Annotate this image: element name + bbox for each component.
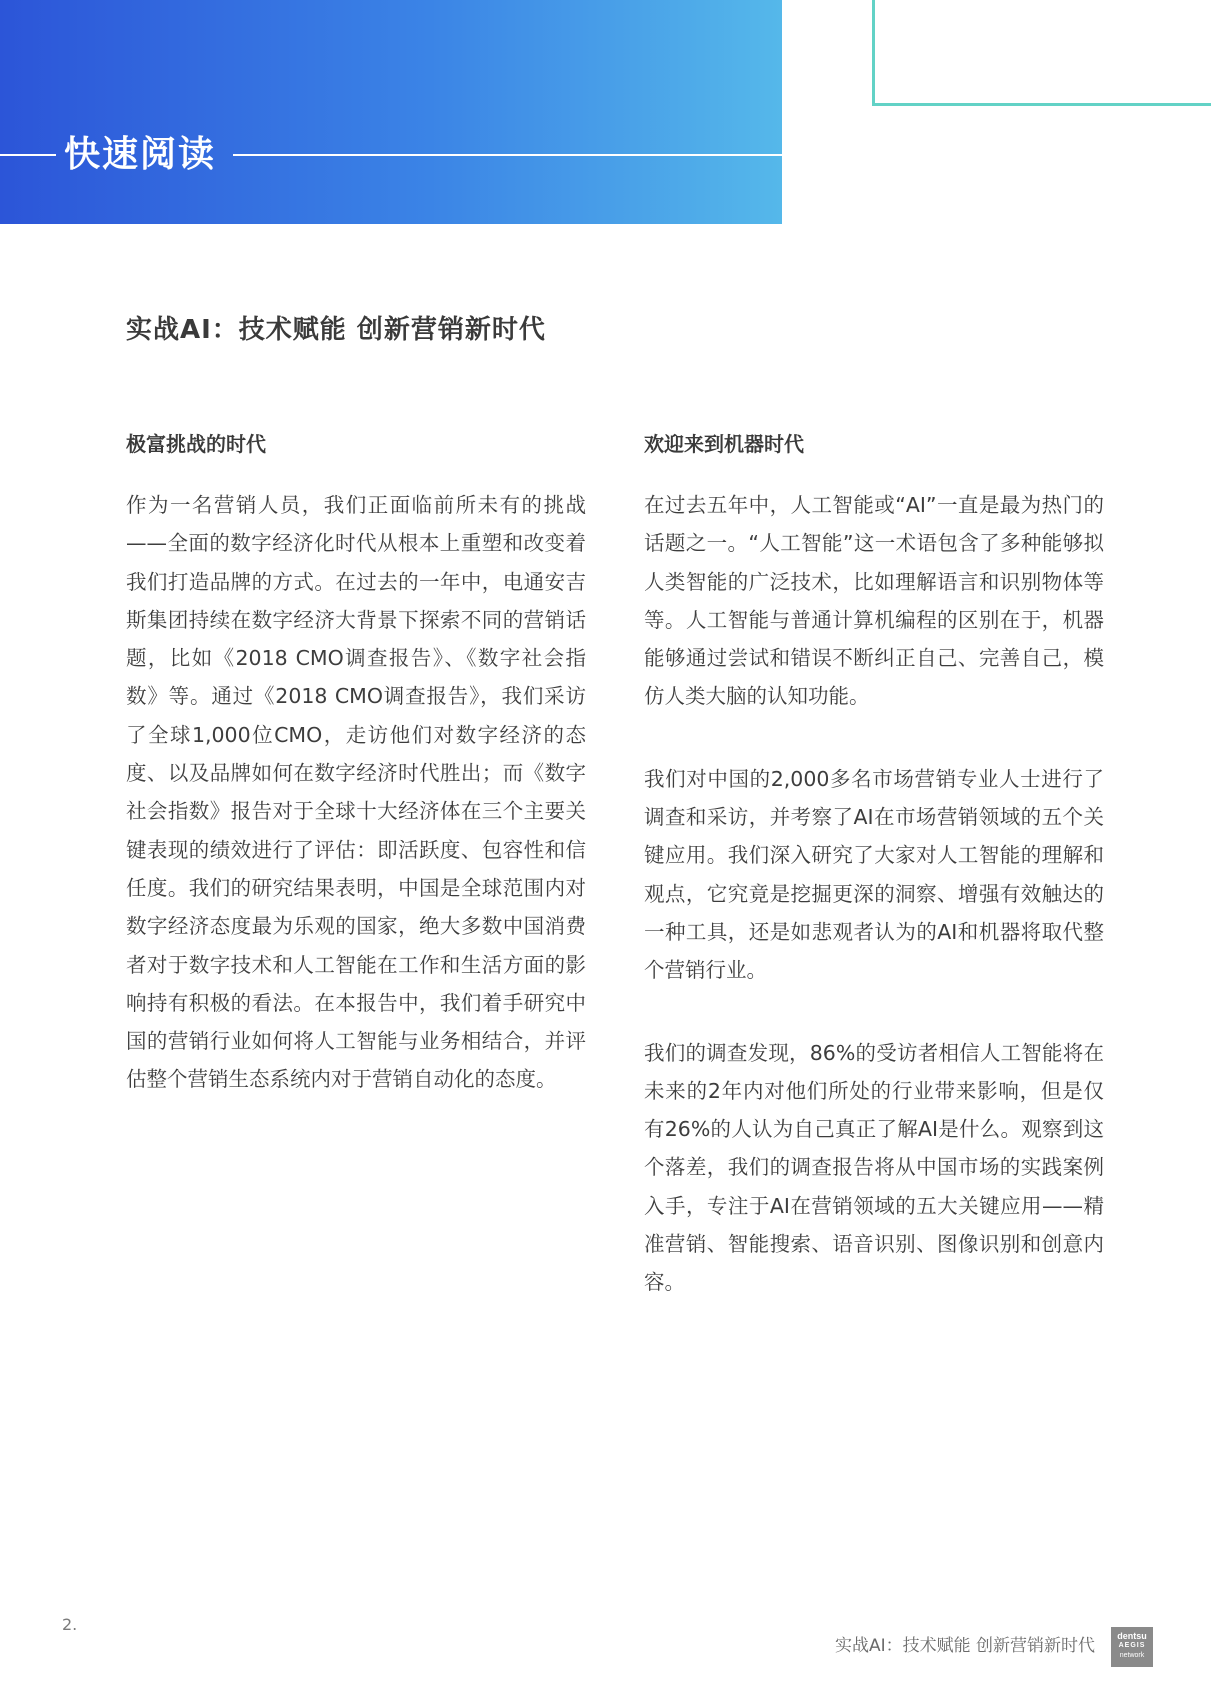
header-rule-left: [0, 154, 56, 156]
header-banner: [0, 0, 782, 224]
right-column-heading: 欢迎来到机器时代: [644, 432, 804, 456]
right-column: [644, 428, 1104, 1346]
logo-line-aegis: AEGIS: [1118, 1642, 1146, 1649]
footer-title: 实战AI：技术赋能 创新营销新时代: [834, 1636, 1095, 1656]
report-title: 实战AI：技术赋能 创新营销新时代: [126, 315, 546, 345]
dentsu-aegis-logo: [1111, 1627, 1153, 1667]
header-rule-right: [233, 154, 782, 156]
right-column-paragraph-3: 我们的调查发现，86%的受访者相信人工智能将在未来的2年内对他们所处的行业带来影响，但是仅有26%的人认为自己真正了解AI是什么。观察到这个落差，我们的调查报告将从中国市场的实践案例入手，专注于AI在营销领域的五大关键应用——精准营销、智能搜索、语音识别、图像识别和创意内容。: [644, 1040, 1104, 1295]
logo-line-dentsu: dentsu: [1117, 1631, 1147, 1641]
left-column-paragraph: 作为一名营销人员，我们正面临前所未有的挑战——全面的数字经济化时代从根本上重塑和改变着我们打造品牌的方式。在过去的一年中，电通安吉斯集团持续在数字经济大背景下探索不同的营销话题，比如《2018 CMO调查报告》、《数字社会指数》等。通过《2018 CMO调查报告》，我们采访了全球1,000位CMO，走访他们对数字经济的态度、以及品牌如何在数字经济时代胜出；而《数字社会指数》报告对于全球十大经济体在三个主要关键表现的绩效进行了评估：即活跃度、包容性和信任度。我们的研究结果表明，中国是全球范围内对数字经济态度最为乐观的国家，绝大多数中国消费者对于数字技术和人工智能在工作和生活方面的影响持有积极的看法。在本报告中，我们着手研究中国的营销行业如何将人工智能与业务相结合，并评估整个营销生态系统内对于营销自动化的态度。: [126, 493, 586, 1092]
left-column: [126, 428, 586, 1143]
right-column-paragraph-1: 在过去五年中，人工智能或“AI”一直是最为热门的话题之一。“人工智能”这一术语包含了多种能够拟人类智能的广泛技术，比如理解语言和识别物体等等。人工智能与普通计算机编程的区别在于，机器能够通过尝试和错误不断纠正自己、完善自己，模仿人类大脑的认知功能。: [644, 493, 1104, 709]
page-number: 2.: [62, 1615, 78, 1634]
logo-line-network: network: [1119, 1652, 1145, 1659]
right-column-paragraph-2: 我们对中国的2,000多名市场营销专业人士进行了调查和采访，并考察了AI在市场营销领域的五个关键应用。我们深入研究了大家对人工智能的理解和观点，它究竟是挖掘更深的洞察、增强有效触达的一种工具，还是如悲观者认为的AI和机器将取代整个营销行业。: [644, 766, 1104, 983]
left-column-heading: 极富挑战的时代: [126, 432, 266, 456]
corner-frame-decoration: [872, 0, 1211, 106]
section-label: 快速阅读: [64, 134, 217, 175]
